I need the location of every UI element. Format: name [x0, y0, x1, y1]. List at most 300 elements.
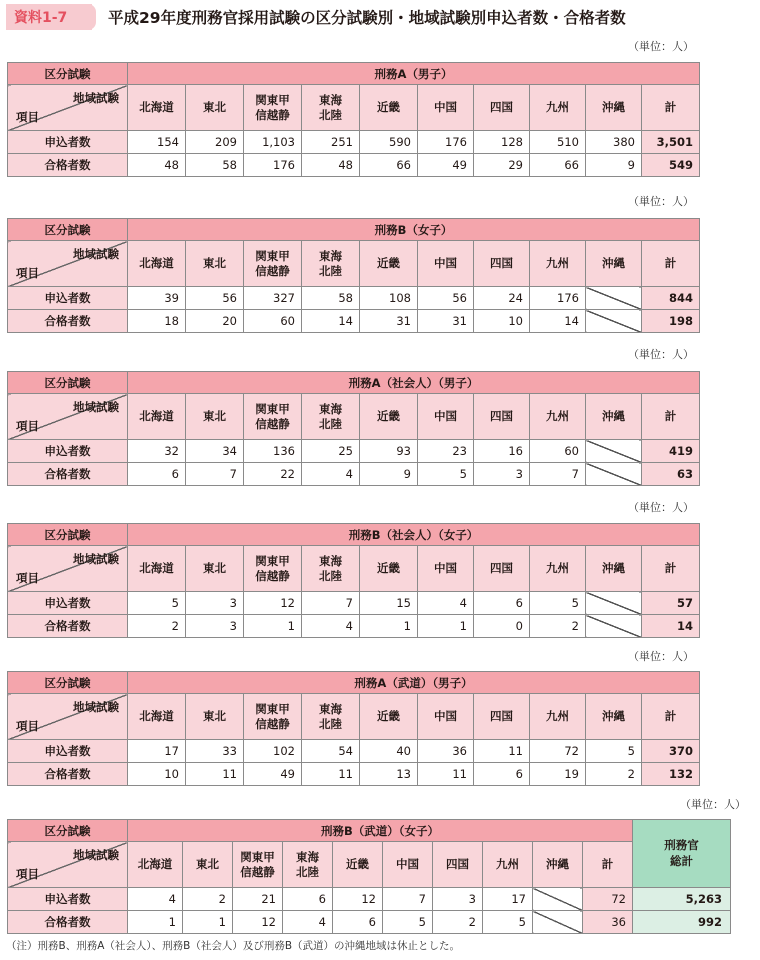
region-header-line: 信越静 — [255, 568, 290, 583]
not-applicable-cell — [533, 888, 583, 911]
value-cell: 40 — [360, 740, 418, 763]
diagonal-header-cell — [8, 241, 128, 287]
value-cell: 4 — [283, 911, 333, 934]
value-cell: 2 — [183, 888, 233, 911]
value-cell: 49 — [418, 154, 474, 177]
value-cell: 36 — [418, 740, 474, 763]
region-header — [642, 394, 700, 440]
total-cell: 370 — [642, 740, 700, 763]
row-label: 申込者数 — [8, 592, 128, 615]
region-header — [302, 694, 360, 740]
value-cell: 2 — [433, 911, 483, 934]
value-cell: 3 — [474, 463, 530, 486]
region-header-line: 近畿 — [377, 409, 400, 424]
grand-total-value: 992 — [633, 911, 731, 934]
region-header-line: 東北 — [203, 256, 226, 271]
value-cell: 12 — [244, 592, 302, 615]
data-table — [7, 371, 700, 486]
region-header — [128, 394, 186, 440]
region-header-line: 北海道 — [139, 709, 174, 724]
value-cell: 136 — [244, 440, 302, 463]
category-header-label: 区分試験 — [8, 63, 128, 85]
region-header-line: 東海 — [319, 702, 342, 717]
data-table — [7, 523, 700, 638]
region-header-line: 沖縄 — [546, 857, 569, 872]
region-header-line: 信越静 — [255, 416, 290, 431]
footnote: （注）刑務B、刑務A（社会人）、刑務B（社会人）及び刑務B（武道）の沖縄地域は休止とした。 — [6, 940, 461, 952]
region-header-line: 信越静 — [255, 263, 290, 278]
row-label: 申込者数 — [8, 131, 128, 154]
region-header — [642, 241, 700, 287]
region-header-line: 沖縄 — [602, 561, 625, 576]
row-label: 合格者数 — [8, 463, 128, 486]
region-header-line: 北海道 — [139, 256, 174, 271]
region-header — [474, 546, 530, 592]
category-header-label: 区分試験 — [8, 372, 128, 394]
value-cell: 58 — [302, 287, 360, 310]
region-header — [418, 241, 474, 287]
value-cell: 510 — [530, 131, 586, 154]
region-header-line: 中国 — [434, 709, 457, 724]
data-table — [7, 671, 700, 786]
value-cell: 93 — [360, 440, 418, 463]
value-cell: 1,103 — [244, 131, 302, 154]
region-header — [244, 694, 302, 740]
region-header-line: 近畿 — [377, 709, 400, 724]
region-header-line: 中国 — [434, 256, 457, 271]
value-cell: 56 — [418, 287, 474, 310]
value-cell: 18 — [128, 310, 186, 333]
value-cell: 14 — [302, 310, 360, 333]
category-header-label: 区分試験 — [8, 672, 128, 694]
region-header — [530, 85, 586, 131]
region-header-line: 中国 — [396, 857, 419, 872]
value-cell: 1 — [244, 615, 302, 638]
total-cell: 57 — [642, 592, 700, 615]
region-header-line: 九州 — [546, 561, 569, 576]
category-title: 刑務A（男子） — [128, 63, 700, 85]
region-header — [233, 842, 283, 888]
value-cell: 72 — [530, 740, 586, 763]
category-title: 刑務B（社会人）（女子） — [128, 524, 700, 546]
value-cell: 3 — [186, 615, 244, 638]
region-header-line: 計 — [664, 709, 677, 724]
value-cell: 176 — [244, 154, 302, 177]
value-cell: 590 — [360, 131, 418, 154]
total-cell: 14 — [642, 615, 700, 638]
data-table — [7, 819, 731, 934]
value-cell: 11 — [418, 763, 474, 786]
value-cell: 66 — [360, 154, 418, 177]
unit-label: （単位：人） — [628, 40, 694, 53]
value-cell: 33 — [186, 740, 244, 763]
value-cell: 11 — [186, 763, 244, 786]
category-title: 刑務A（社会人）（男子） — [128, 372, 700, 394]
value-cell: 48 — [302, 154, 360, 177]
value-cell: 5 — [128, 592, 186, 615]
unit-label: （単位：人） — [680, 798, 746, 811]
grand-total-header — [633, 820, 731, 888]
value-cell: 54 — [302, 740, 360, 763]
region-header-line: 北海道 — [139, 100, 174, 115]
region-header — [474, 694, 530, 740]
grand-total-label-line: 総計 — [670, 853, 693, 868]
region-header-line: 東海 — [319, 249, 342, 264]
diag-label-item: 項目 — [16, 719, 39, 733]
value-cell: 7 — [383, 888, 433, 911]
region-header — [530, 546, 586, 592]
region-header-line: 近畿 — [377, 256, 400, 271]
region-header — [530, 394, 586, 440]
region-header-line: 北陸 — [296, 864, 319, 879]
region-header — [360, 694, 418, 740]
region-header — [128, 842, 183, 888]
value-cell: 6 — [128, 463, 186, 486]
value-cell: 11 — [474, 740, 530, 763]
value-cell: 60 — [530, 440, 586, 463]
unit-label: （単位：人） — [628, 195, 694, 208]
not-applicable-cell — [586, 615, 642, 638]
region-header — [283, 842, 333, 888]
region-header-line: 中国 — [434, 561, 457, 576]
region-header — [586, 694, 642, 740]
region-header — [530, 694, 586, 740]
diag-label-item: 項目 — [16, 266, 39, 280]
value-cell: 48 — [128, 154, 186, 177]
value-cell: 176 — [418, 131, 474, 154]
value-cell: 4 — [302, 615, 360, 638]
value-cell: 327 — [244, 287, 302, 310]
region-header-line: 東北 — [203, 709, 226, 724]
region-header — [128, 85, 186, 131]
region-header-line: 東北 — [203, 561, 226, 576]
value-cell: 9 — [586, 154, 642, 177]
region-header — [186, 394, 244, 440]
region-header — [244, 546, 302, 592]
region-header — [642, 546, 700, 592]
region-header-line: 計 — [664, 561, 677, 576]
value-cell: 15 — [360, 592, 418, 615]
not-applicable-cell — [533, 911, 583, 934]
value-cell: 1 — [128, 911, 183, 934]
region-header — [474, 241, 530, 287]
diag-label-region: 地域試験 — [73, 247, 119, 261]
region-header — [333, 842, 383, 888]
category-header-label: 区分試験 — [8, 524, 128, 546]
row-label: 合格者数 — [8, 310, 128, 333]
value-cell: 5 — [483, 911, 533, 934]
region-header — [360, 546, 418, 592]
value-cell: 6 — [283, 888, 333, 911]
region-header-line: 沖縄 — [602, 100, 625, 115]
value-cell: 20 — [186, 310, 244, 333]
total-cell: 3,501 — [642, 131, 700, 154]
region-header-line: 四国 — [490, 561, 513, 576]
region-header-line: 沖縄 — [602, 256, 625, 271]
value-cell: 0 — [474, 615, 530, 638]
region-header — [418, 85, 474, 131]
region-header-line: 計 — [664, 256, 677, 271]
grand-total-label-line: 刑務官 — [664, 837, 699, 852]
region-header — [302, 546, 360, 592]
diagonal-header-cell — [8, 394, 128, 440]
region-header — [418, 546, 474, 592]
diagonal-header-cell — [8, 546, 128, 592]
region-header-line: 四国 — [490, 709, 513, 724]
region-header-line: 信越静 — [240, 864, 275, 879]
region-header — [474, 85, 530, 131]
diagonal-header-cell — [8, 85, 128, 131]
total-cell: 844 — [642, 287, 700, 310]
region-header-line: 近畿 — [377, 561, 400, 576]
document-badge: 資料1-7 — [6, 4, 92, 30]
region-header — [128, 694, 186, 740]
category-header-label: 区分試験 — [8, 820, 128, 842]
value-cell: 58 — [186, 154, 244, 177]
diagonal-header-cell — [8, 694, 128, 740]
not-applicable-cell — [586, 463, 642, 486]
value-cell: 7 — [302, 592, 360, 615]
region-header-line: 東北 — [203, 409, 226, 424]
category-title: 刑務A（武道）（男子） — [128, 672, 700, 694]
region-header-line: 東海 — [296, 850, 319, 865]
row-label: 合格者数 — [8, 615, 128, 638]
value-cell: 1 — [360, 615, 418, 638]
total-cell: 419 — [642, 440, 700, 463]
region-header — [642, 85, 700, 131]
region-header-line: 九州 — [496, 857, 519, 872]
value-cell: 9 — [360, 463, 418, 486]
value-cell: 3 — [186, 592, 244, 615]
value-cell: 6 — [474, 763, 530, 786]
row-label: 合格者数 — [8, 763, 128, 786]
value-cell: 22 — [244, 463, 302, 486]
region-header — [586, 241, 642, 287]
value-cell: 10 — [128, 763, 186, 786]
value-cell: 102 — [244, 740, 302, 763]
total-cell: 198 — [642, 310, 700, 333]
region-header-line: 計 — [664, 409, 677, 424]
region-header — [244, 241, 302, 287]
region-header — [128, 546, 186, 592]
value-cell: 108 — [360, 287, 418, 310]
region-header-line: 中国 — [434, 409, 457, 424]
value-cell: 10 — [474, 310, 530, 333]
region-header — [586, 394, 642, 440]
value-cell: 5 — [383, 911, 433, 934]
total-cell: 63 — [642, 463, 700, 486]
region-header-line: 九州 — [546, 100, 569, 115]
region-header-line: 北陸 — [319, 107, 342, 122]
value-cell: 31 — [360, 310, 418, 333]
category-title: 刑務B（女子） — [128, 219, 700, 241]
value-cell: 12 — [233, 911, 283, 934]
row-label: 申込者数 — [8, 740, 128, 763]
diagonal-header-cell — [8, 842, 128, 888]
region-header-line: 東海 — [319, 554, 342, 569]
region-header-line: 北陸 — [319, 416, 342, 431]
region-header — [586, 85, 642, 131]
diag-label-item: 項目 — [16, 419, 39, 433]
value-cell: 7 — [186, 463, 244, 486]
region-header — [302, 394, 360, 440]
region-header — [186, 694, 244, 740]
region-header-line: 北陸 — [319, 263, 342, 278]
region-header — [183, 842, 233, 888]
value-cell: 1 — [183, 911, 233, 934]
value-cell: 154 — [128, 131, 186, 154]
value-cell: 5 — [418, 463, 474, 486]
value-cell: 39 — [128, 287, 186, 310]
unit-label: （単位：人） — [628, 501, 694, 514]
region-header-line: 信越静 — [255, 107, 290, 122]
region-header-line: 東海 — [319, 402, 342, 417]
value-cell: 128 — [474, 131, 530, 154]
region-header — [244, 394, 302, 440]
region-header — [533, 842, 583, 888]
region-header — [474, 394, 530, 440]
value-cell: 13 — [360, 763, 418, 786]
value-cell: 2 — [586, 763, 642, 786]
category-title: 刑務B（武道）（女子） — [128, 820, 633, 842]
region-header-line: 東北 — [203, 100, 226, 115]
value-cell: 176 — [530, 287, 586, 310]
region-header — [483, 842, 533, 888]
total-cell: 549 — [642, 154, 700, 177]
value-cell: 24 — [474, 287, 530, 310]
value-cell: 66 — [530, 154, 586, 177]
region-header-line: 関東甲 — [255, 554, 290, 569]
region-header — [186, 546, 244, 592]
row-label: 申込者数 — [8, 440, 128, 463]
value-cell: 32 — [128, 440, 186, 463]
region-header-line: 九州 — [546, 709, 569, 724]
diag-label-region: 地域試験 — [73, 91, 119, 105]
value-cell: 5 — [530, 592, 586, 615]
diag-label-region: 地域試験 — [73, 848, 119, 862]
region-header-line: 北海道 — [139, 409, 174, 424]
region-header-line: 沖縄 — [602, 709, 625, 724]
value-cell: 17 — [483, 888, 533, 911]
row-label: 合格者数 — [8, 911, 128, 934]
value-cell: 2 — [128, 615, 186, 638]
region-header-line: 四国 — [446, 857, 469, 872]
value-cell: 25 — [302, 440, 360, 463]
value-cell: 4 — [302, 463, 360, 486]
region-header — [360, 241, 418, 287]
value-cell: 7 — [530, 463, 586, 486]
region-header-line: 沖縄 — [602, 409, 625, 424]
value-cell: 17 — [128, 740, 186, 763]
diag-label-item: 項目 — [16, 867, 39, 881]
row-label: 申込者数 — [8, 888, 128, 911]
region-header — [186, 241, 244, 287]
region-header — [583, 842, 633, 888]
value-cell: 21 — [233, 888, 283, 911]
not-applicable-cell — [586, 440, 642, 463]
region-header-line: 近畿 — [377, 100, 400, 115]
region-header — [128, 241, 186, 287]
data-table — [7, 62, 700, 177]
value-cell: 23 — [418, 440, 474, 463]
region-header — [586, 546, 642, 592]
region-header-line: 北海道 — [137, 857, 173, 872]
value-cell: 3 — [433, 888, 483, 911]
value-cell: 14 — [530, 310, 586, 333]
region-header-line: 北陸 — [319, 568, 342, 583]
diag-label-item: 項目 — [16, 110, 39, 124]
diag-label-region: 地域試験 — [73, 400, 119, 414]
region-header — [418, 694, 474, 740]
region-header — [302, 85, 360, 131]
not-applicable-cell — [586, 592, 642, 615]
value-cell: 380 — [586, 131, 642, 154]
region-header — [383, 842, 433, 888]
region-header-line: 九州 — [546, 409, 569, 424]
value-cell: 49 — [244, 763, 302, 786]
value-cell: 34 — [186, 440, 244, 463]
diag-label-region: 地域試験 — [73, 700, 119, 714]
total-cell: 72 — [583, 888, 633, 911]
total-cell: 36 — [583, 911, 633, 934]
region-header-line: 関東甲 — [255, 249, 290, 264]
region-header-line: 北海道 — [139, 561, 174, 576]
region-header-line: 計 — [664, 100, 677, 115]
region-header-line: 近畿 — [346, 857, 369, 872]
value-cell: 16 — [474, 440, 530, 463]
region-header — [418, 394, 474, 440]
value-cell: 11 — [302, 763, 360, 786]
unit-label: （単位：人） — [628, 348, 694, 361]
value-cell: 1 — [418, 615, 474, 638]
page-header — [6, 4, 626, 30]
region-header — [530, 241, 586, 287]
row-label: 申込者数 — [8, 287, 128, 310]
diag-label-item: 項目 — [16, 571, 39, 585]
region-header — [433, 842, 483, 888]
diag-label-region: 地域試験 — [73, 552, 119, 566]
region-header-line: 計 — [601, 857, 614, 872]
not-applicable-cell — [586, 310, 642, 333]
value-cell: 29 — [474, 154, 530, 177]
region-header-line: 関東甲 — [255, 402, 290, 417]
region-header — [186, 85, 244, 131]
region-header-line: 関東甲 — [255, 93, 290, 108]
grand-total-value: 5,263 — [633, 888, 731, 911]
region-header-line: 信越静 — [255, 716, 290, 731]
value-cell: 56 — [186, 287, 244, 310]
region-header — [244, 85, 302, 131]
page-title: 平成29年度刑務官採用試験の区分試験別・地域試験別申込者数・合格者数 — [108, 9, 626, 27]
region-header-line: 関東甲 — [255, 702, 290, 717]
value-cell: 19 — [530, 763, 586, 786]
value-cell: 6 — [333, 911, 383, 934]
row-label: 合格者数 — [8, 154, 128, 177]
region-header — [302, 241, 360, 287]
category-header-label: 区分試験 — [8, 219, 128, 241]
value-cell: 4 — [128, 888, 183, 911]
region-header-line: 東海 — [319, 93, 342, 108]
data-table — [7, 218, 700, 333]
region-header-line: 四国 — [490, 100, 513, 115]
value-cell: 251 — [302, 131, 360, 154]
total-cell: 132 — [642, 763, 700, 786]
value-cell: 2 — [530, 615, 586, 638]
value-cell: 31 — [418, 310, 474, 333]
value-cell: 209 — [186, 131, 244, 154]
region-header-line: 四国 — [490, 409, 513, 424]
not-applicable-cell — [586, 287, 642, 310]
